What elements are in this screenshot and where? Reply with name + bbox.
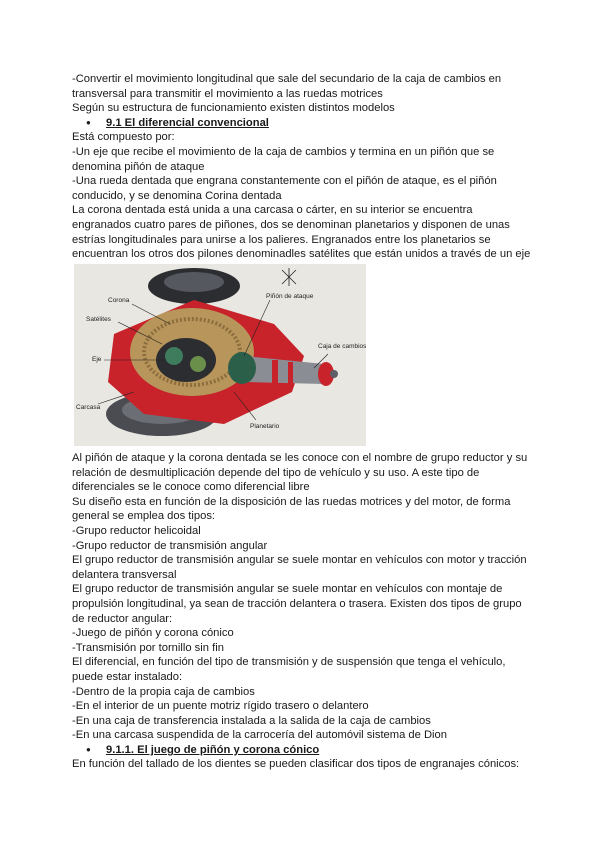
- list-item: -Grupo reductor helicoidal: [72, 524, 201, 537]
- list-item: -Dentro de la propia caja de cambios: [72, 685, 255, 698]
- differential-figure: [74, 264, 366, 446]
- paragraph: Su diseño esta en función de la disposición de las ruedas motrices y del motor, de forma general se emplea dos tipos:: [72, 495, 511, 523]
- label-planetario: Planetario: [250, 423, 280, 430]
- label-satelites: Satélites: [86, 316, 111, 323]
- paragraph: El grupo reductor de transmisión angular se suele montar en vehículos con motor y tracción delantera transversal: [72, 554, 527, 581]
- differential-illustration: [74, 264, 366, 446]
- section-title: El diferencial convencional: [124, 116, 269, 129]
- paragraph: El diferencial, en función del tipo de transmisión y de suspensión que tenga el vehículo, puede estar instalado:: [72, 656, 506, 683]
- list-item: -Grupo reductor de transmisión angular: [72, 539, 268, 552]
- label-corona: Corona: [108, 297, 130, 304]
- section-number: 9.1: [106, 116, 122, 129]
- text-block-top: [72, 72, 532, 262]
- paragraph: El grupo reductor de transmisión angular se suele montar en vehículos con montaje de propulsión longitudinal, ya sean de tracción delantera o trasera. Existen dos tipos de grupo de reductor angular:: [72, 583, 522, 625]
- list-item: -Transmisión por tornillo sin fin: [72, 641, 224, 654]
- section-heading-9-1: [72, 116, 532, 131]
- label-pinon-ataque: Piñón de ataque: [266, 293, 314, 300]
- label-eje: Eje: [92, 356, 102, 363]
- list-item: -Juego de piñón y corona cónico: [72, 627, 234, 640]
- label-carcasa: Carcasa: [76, 404, 101, 411]
- paragraph: -Una rueda dentada que engrana constantemente con el piñón de ataque, es el piñón conducido, y se denomina Corina dentada: [72, 175, 497, 202]
- paragraph: -Convertir el movimiento longitudinal que sale del secundario de la caja de cambios en transversal para transmitir el movimiento a las ruedas motrices: [72, 73, 502, 100]
- list-item: -En una carcasa suspendida de la carrocería del automóvil sistema de Dion: [72, 729, 447, 742]
- text-block-bottom: [72, 451, 532, 772]
- section-number: 9.1.1.: [106, 743, 134, 756]
- pinion-gear: [228, 352, 256, 384]
- list-item: -En una caja de transferencia instalada a la salida de la caja de cambios: [72, 714, 431, 727]
- paragraph: Según su estructura de funcionamiento existen distintos modelos: [72, 102, 395, 115]
- section-heading-9-1-1: [72, 743, 532, 758]
- list-item: -En el interior de un puente motriz rígido trasero o delantero: [72, 700, 369, 713]
- paragraph: En función del tallado de los dientes se pueden clasificar dos tipos de engranajes cónicos:: [72, 758, 520, 771]
- paragraph: La corona dentada está unida a una carcasa o cárter, en su interior se encuentra engranados cuatro pares de piñones, dos se denominan planetarios y disponen de unas estrías longitudinales para unirse a los palieres. Engranados entre los planetarios se encuentran los otros dos pilones denominadles satélites que están unidos a través de un eje: [72, 204, 531, 261]
- label-caja-cambios: Caja de cambios: [318, 343, 366, 350]
- paragraph: -Un eje que recibe el movimiento de la caja de cambios y termina en un piñón que se denomina piñón de ataque: [72, 145, 495, 173]
- paragraph: Está compuesto por:: [72, 131, 175, 144]
- section-title: El juego de piñón y corona cónico: [137, 743, 320, 756]
- paragraph: Al piñón de ataque y la corona dentada se les conoce con el nombre de grupo reductor y su relación de desmultiplicación depende del tipo de vehículo y su uso. A este tipo de diferenciales se le conoce como diferencial libre: [72, 452, 528, 494]
